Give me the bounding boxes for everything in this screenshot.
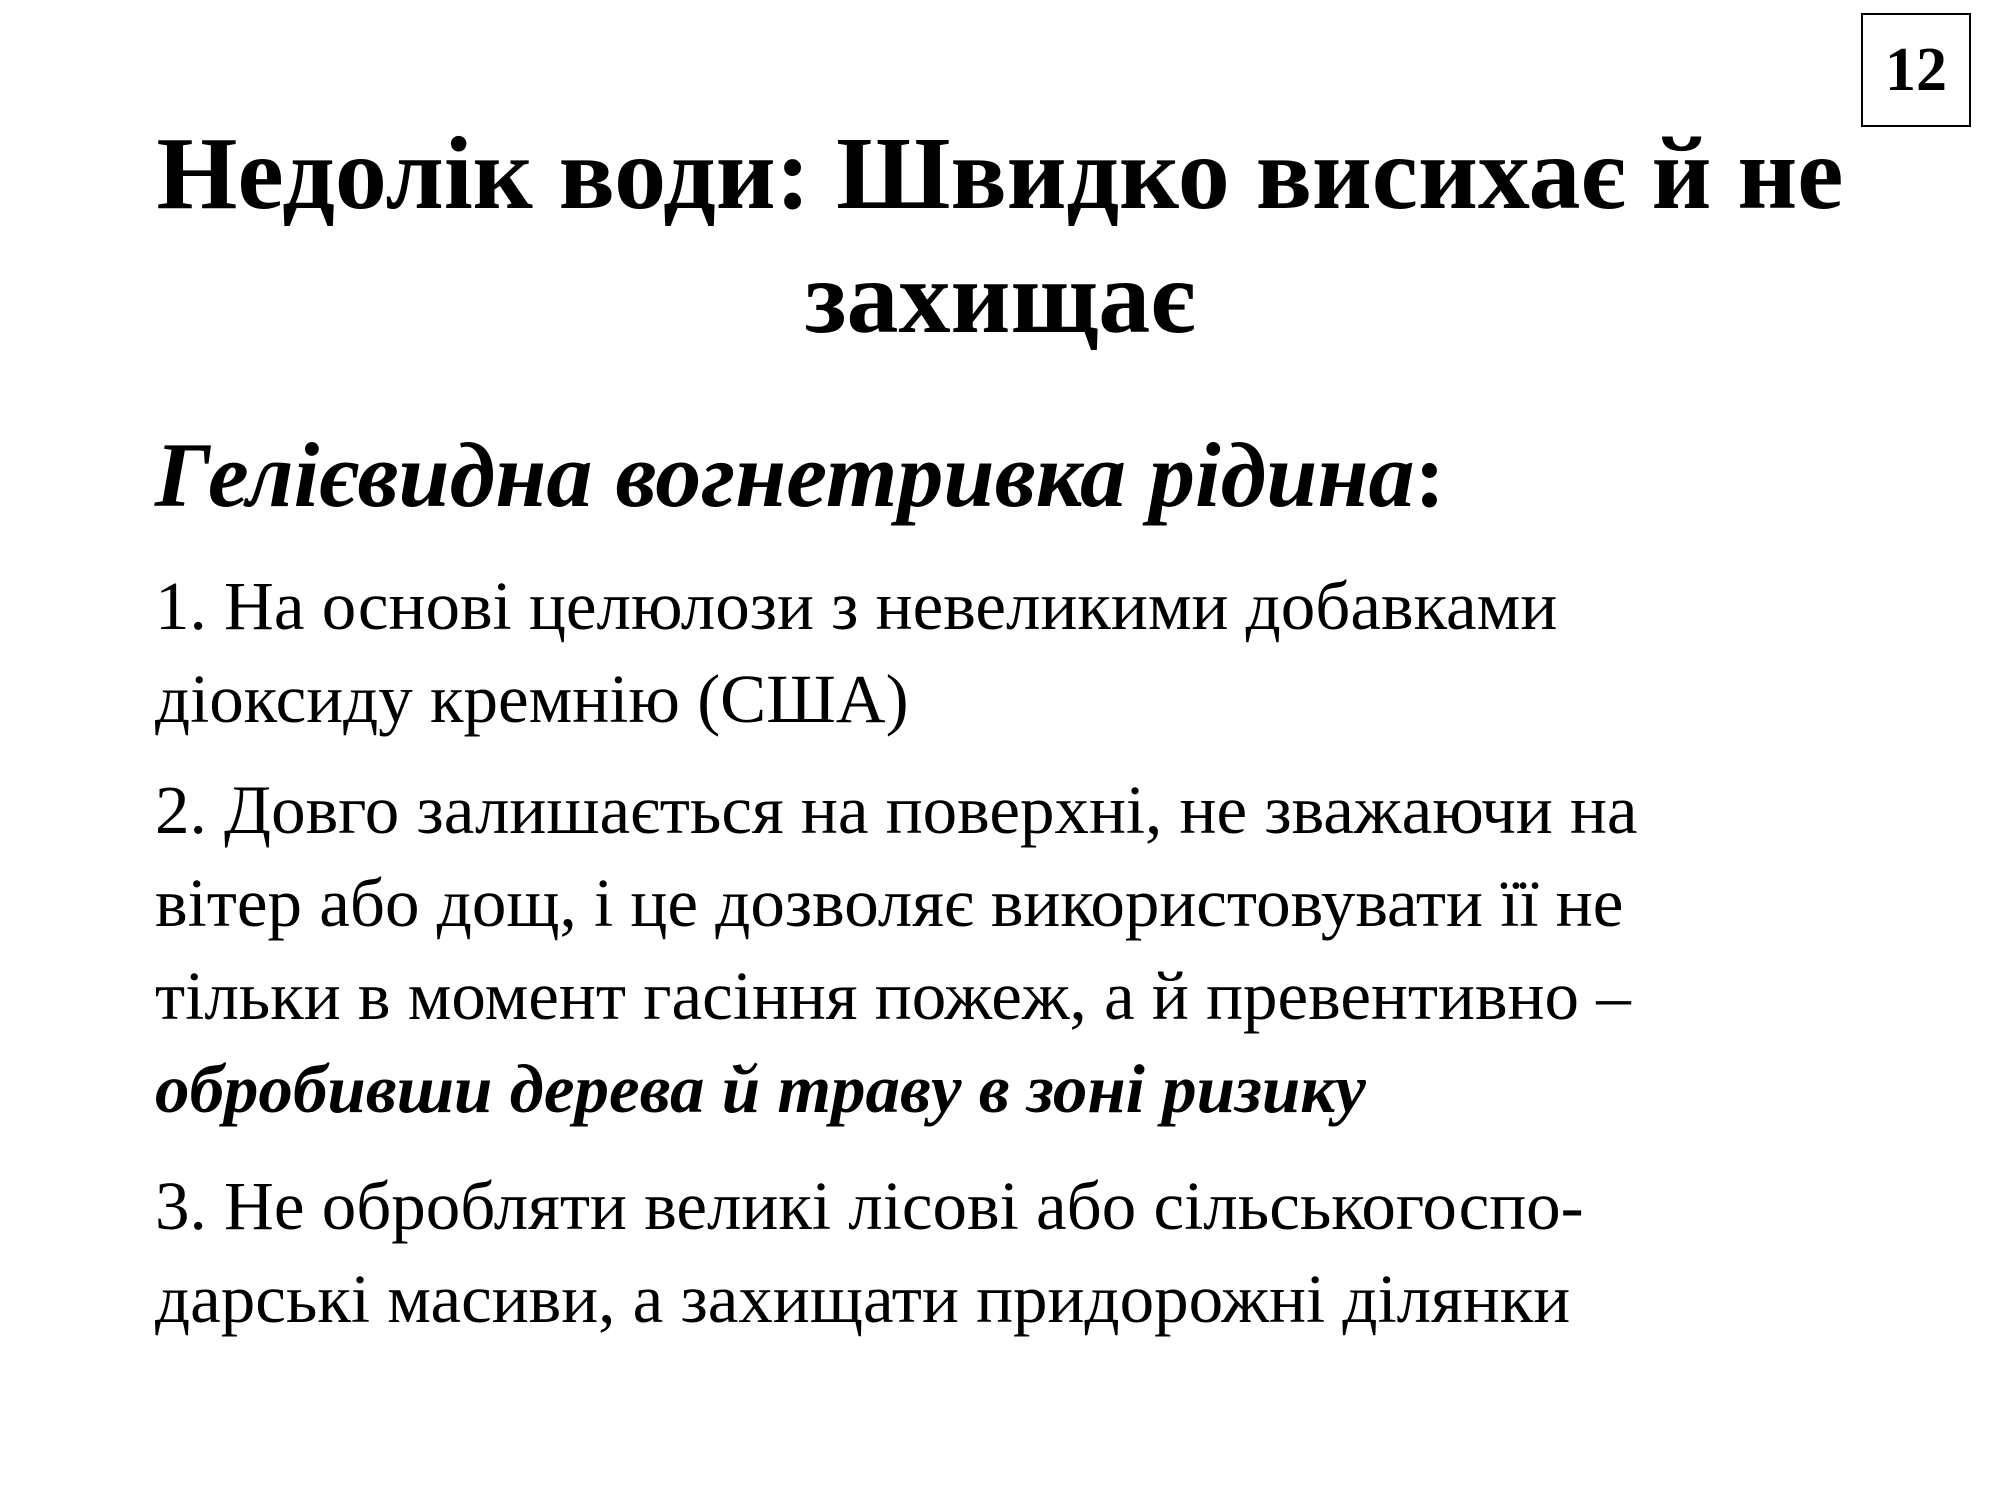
list-item-2-line-3: тільки в момент гасіння пожеж, а й превентивно – [155,958,1631,1034]
slide-title [60,112,1940,360]
list-item-1-line-1: 1. На основі целюлози з невеликими добавками [155,568,1558,644]
subtitle-text: Гелієвидна вогнетривка рідина [155,424,1415,526]
list-item-2-line-1: 2. Довго залишається на поверхні, не зважаючи на [155,772,1638,848]
list-item-1 [155,560,1955,746]
list-item-1-line-2: діоксиду кремнію (США) [155,661,909,737]
list-item-2-line-2: вітер або дощ, і це дозволяє використовувати її не [155,865,1624,941]
slide-title-line-1: Недолік води: Швидко висихає й не [156,116,1844,231]
slide-title-line-2: захищає [804,240,1196,355]
list-item-2 [155,764,1955,1136]
subtitle-colon: : [1414,424,1446,526]
slide-number-badge [1861,13,1971,127]
list-item-2-emphasis: обробивши дерева й траву в зоні ризику [155,1051,1366,1127]
slide-number: 12 [1885,36,1947,104]
slide-subtitle [155,420,1445,530]
list-item-3 [155,1160,1955,1346]
list-item-3-line-1: 3. Не обробляти великі лісові або сільськогоспо- [155,1168,1584,1244]
list-item-3-line-2: дарські масиви, а захищати придорожні ділянки [155,1261,1571,1337]
